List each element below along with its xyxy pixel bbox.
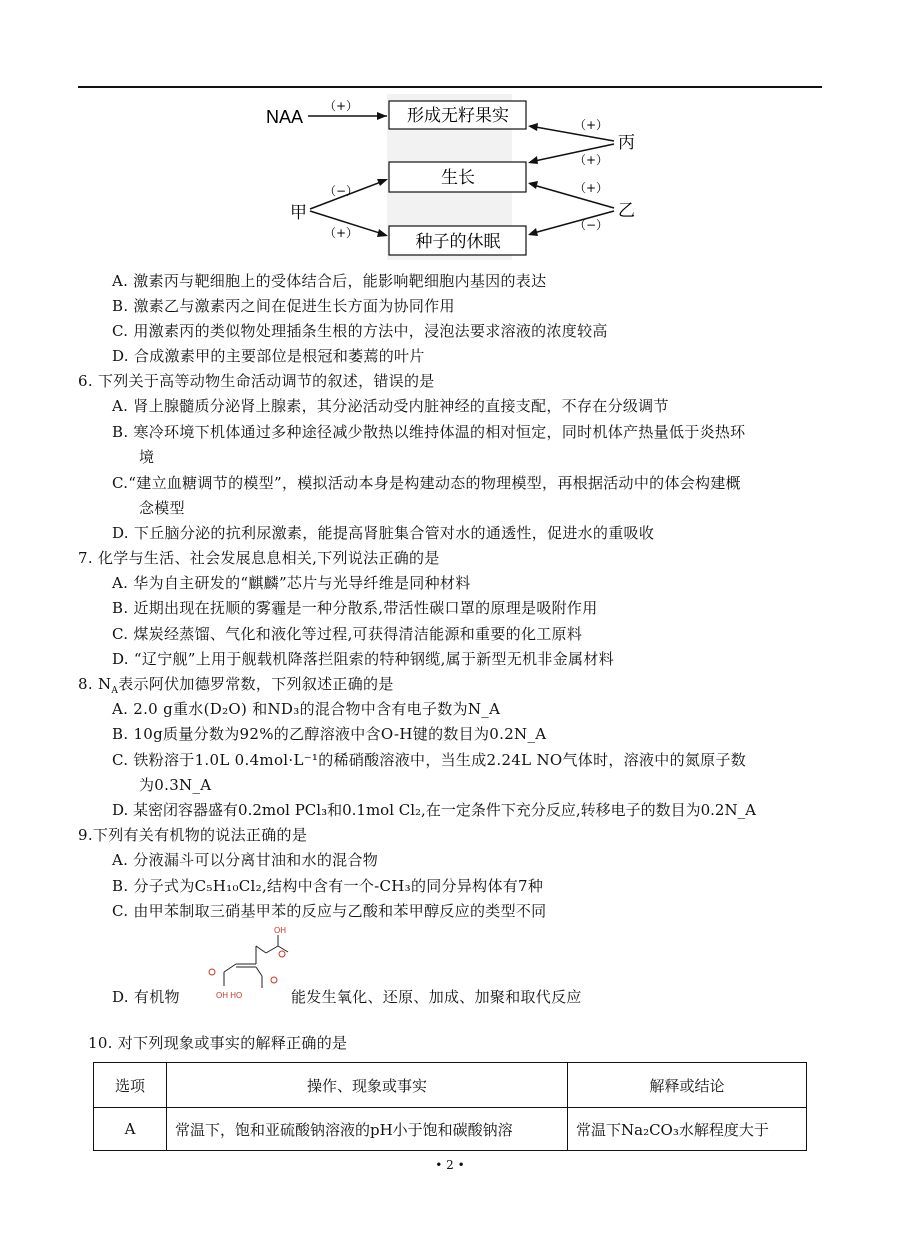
o-top-ring (279, 951, 285, 957)
q6-option-c: C.“建立血糖调节的模型”，模拟活动本身是构建动态的物理模型，再根据活动中的体会构建概 (112, 474, 741, 492)
box-seedless-fruit-label: 形成无籽果实 (407, 106, 509, 126)
q6-option-c-cont: 念模型 (139, 499, 185, 517)
q6-stem: 6. 下列关于高等动物生命活动调节的叙述，错误的是 (78, 372, 435, 390)
q7-option-b: B. 近期出现在抚顺的雾霾是一种分散系,带活性碳口罩的原理是吸附作用 (112, 599, 598, 617)
yi-dormancy-sign: （−） (574, 218, 609, 232)
jia-dormancy-sign: （+） (324, 226, 359, 240)
bond-3 (266, 946, 278, 953)
bing-fruit-sign: （+） (574, 118, 609, 132)
naa-plus: （+） (324, 99, 359, 113)
jia-label: 甲 (290, 203, 307, 223)
table-row (94, 1108, 807, 1151)
bing-to-growth-head (528, 156, 538, 164)
q8-option-d: D. 某密闭容器盛有0.2mol PCl₃和0.1mol Cl₂,在一定条件下充分反应,转移电子的数目为0.2N_A (112, 801, 756, 819)
jia-to-dormancy-head (377, 229, 388, 237)
jia-growth-sign: （−） (324, 184, 359, 198)
bond-8 (224, 964, 236, 972)
q7-option-a: A. 华为自主研发的“麒麟”芯片与光导纤维是同种材料 (112, 574, 471, 592)
q6-option-d: D. 下丘脑分泌的抗利尿激素，能提高肾脏集合管对水的通透性，促进水的重吸收 (112, 524, 655, 542)
row-a-option: A (94, 1108, 167, 1151)
q5-option-a: A. 激素丙与靶细胞上的受体结合后，能影响靶细胞内基因的表达 (112, 272, 547, 290)
yi-label: 乙 (618, 201, 635, 221)
q10-table-header (94, 1063, 807, 1108)
q8-stem (78, 673, 394, 695)
bing-label: 丙 (618, 133, 635, 153)
q7-stem: 7. 化学与生活、社会发展息息相关,下列说法正确的是 (78, 549, 440, 567)
molecule-oh-bottom: OH HO (216, 991, 243, 1000)
molecule-oh-top: OH (274, 926, 286, 935)
q9-stem: 9.下列有关有机物的说法正确的是 (78, 826, 308, 844)
q7-option-d: D. “辽宁舰”上用于舰载机降落拦阻索的特种钢缆,属于新型无机非金属材料 (112, 650, 614, 668)
bing-growth-sign: （+） (574, 153, 609, 167)
q10-table (93, 1062, 807, 1151)
header-explanation: 解释或结论 (568, 1063, 807, 1108)
header-phenomenon: 操作、现象或事实 (167, 1063, 568, 1108)
row-a-explanation: 常温下Na₂CO₃水解程度大于 (568, 1108, 807, 1151)
naa-arrow-head (377, 112, 387, 120)
q9-option-c: C. 由甲苯制取三硝基甲苯的反应与乙酸和苯甲醇反应的类型不同 (112, 902, 547, 920)
yi-to-dormancy-head (528, 228, 538, 236)
q5-option-b: B. 激素乙与激素丙之间在促进生长方面为协同作用 (112, 297, 455, 315)
jia-to-growth-head (377, 179, 388, 186)
q8-option-c-cont: 为0.3N_A (139, 776, 212, 794)
organic-molecule-structure (196, 924, 292, 1006)
q6-option-b-cont: 境 (139, 448, 155, 466)
q8-stem-sub: A (111, 686, 119, 696)
q8-option-a: A. 2.0 g重水(D₂O) 和ND₃的混合物中含有电子数为N_A (112, 700, 501, 718)
q5-option-d: D. 合成激素甲的主要部位是根冠和萎蔫的叶片 (112, 347, 425, 365)
q9-option-d-post: 能发生氧化、还原、加成、加聚和取代反应 (291, 988, 582, 1006)
box-growth-label: 生长 (441, 168, 475, 188)
q6-option-b: B. 寒冷环境下机体通过多种途径减少散热以维持体温的相对恒定，同时机体产热量低于炎热环 (112, 423, 746, 441)
q9-option-b: B. 分子式为C₅H₁₀Cl₂,结构中含有一个-CH₃的同分异构体有7种 (112, 877, 544, 895)
q6-option-a: A. 肾上腺髓质分泌肾上腺素，其分泌活动受内脏神经的直接支配，不存在分级调节 (112, 397, 669, 415)
naa-label: NAA (266, 107, 304, 127)
top-rule (78, 86, 822, 88)
yi-growth-sign: （+） (574, 181, 609, 195)
q8-option-c: C. 铁粉溶于1.0L 0.4mol·L⁻¹的稀硝酸溶液中，当生成2.24L NO气体时，溶液中的氮原子数 (112, 751, 747, 769)
yi-to-growth-head (528, 181, 538, 189)
q9-option-d-pre: D. 有机物 (112, 988, 180, 1006)
o-left-ring (209, 969, 215, 975)
q5-option-c: C. 用激素丙的类似物处理插条生根的方法中，浸泡法要求溶液的浓度较高 (112, 322, 608, 340)
o-right-ring (271, 977, 277, 983)
q8-option-b: B. 10g质量分数为92%的乙醇溶液中含O-H键的数目为0.2N_A (112, 725, 547, 743)
header-option: 选项 (94, 1063, 167, 1108)
q9-option-a: A. 分液漏斗可以分离甘油和水的混合物 (112, 851, 379, 869)
page-number: • 2 • (435, 1158, 465, 1172)
box-seed-dormancy-label: 种子的休眠 (415, 232, 501, 252)
bond-4 (256, 946, 266, 953)
hormone-diagram (262, 94, 642, 260)
q10-stem: 10. 对下列现象或事实的解释正确的是 (88, 1034, 348, 1052)
bing-to-fruit-head (528, 123, 538, 131)
q7-option-c: C. 煤炭经蒸馏、气化和液化等过程,可获得清洁能源和重要的化工原料 (112, 625, 583, 643)
bond-10 (256, 967, 262, 976)
q8-stem-rest: 表示阿伏加德罗常数，下列叙述正确的是 (118, 675, 394, 693)
row-a-phenomenon: 常温下，饱和亚硫酸钠溶液的pH小于饱和碳酸钠溶 (167, 1108, 568, 1151)
q8-stem-n: 8. N (78, 675, 112, 693)
